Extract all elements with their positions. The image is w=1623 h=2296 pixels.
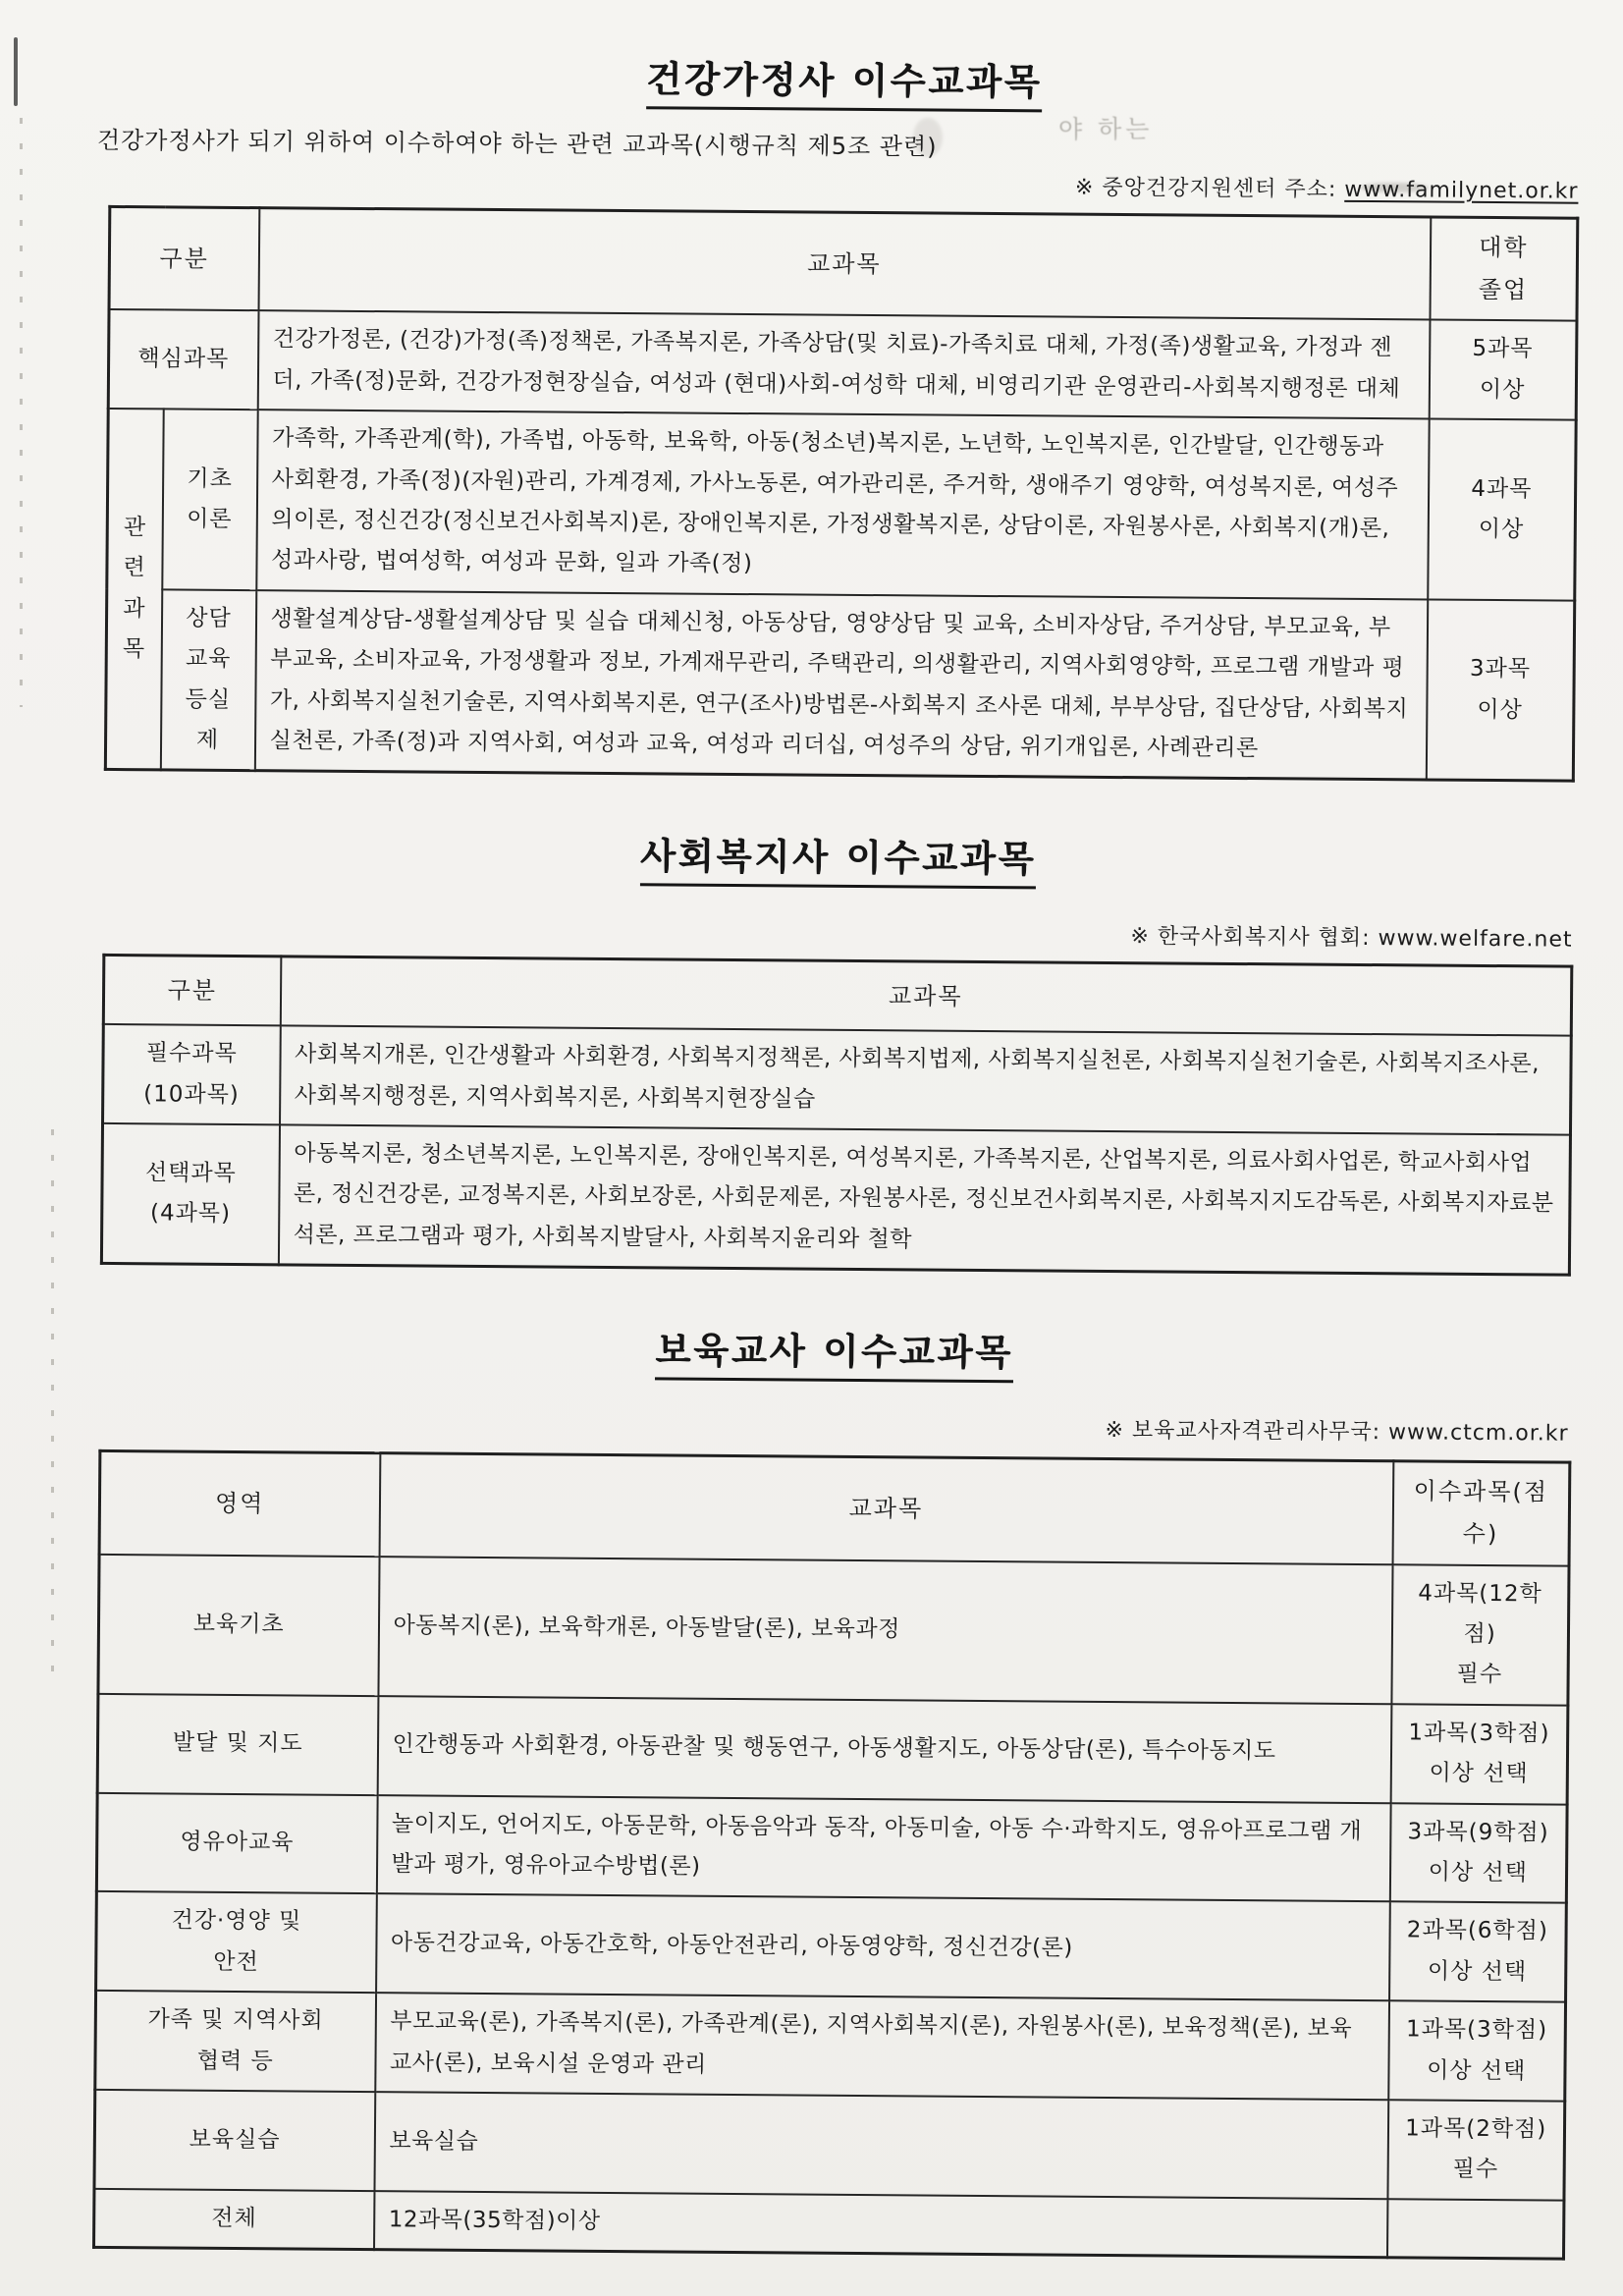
table-row [94,2090,1565,2201]
table-row [108,309,1577,420]
reference-label: ※ 중앙건강지원센터 주소: [1074,175,1337,202]
infant-education-subjects: 놀이지도, 언어지도, 아동문학, 아동음악과 동작, 아동미술, 아동 수·과학지도, 영유아프로그램 개발과 평가, 영유아교수방법(론) [376,1795,1390,1902]
childcare-practicum-subjects: 보육실습 [374,2092,1388,2199]
required-subjects: 사회복지개론, 인간생활과 사회환경, 사회복지정책론, 사회복지법제, 사회복지실천론, 사회복지실천기술론, 사회복지조사론, 사회복지행정론, 지역사회복지론, 사회복지현장실습 [280,1026,1572,1135]
table-header-row [103,956,1572,1036]
health-nutrition-safety-requirement: 2과목(6학점) 이상 선택 [1389,1902,1567,2002]
col-header-gubun: 구분 [103,956,281,1026]
col-header-subject: 교과목 [379,1453,1393,1564]
practice-subjects: 생활설계상담-생활설계상담 및 실습 대체신청, 아동상담, 영양상담 및 교육, 소비자상담, 주거상담, 부모교육, 부부교육, 소비자교육, 가정생활과 정보, 가계재무관리, 주택관리, 의생활관리, 지역사회영양학, 프로그램 개발과 평가, 사회복지실천기술론, 지역사회복지론, 연구(조사)방법론-사회복지 조사론 대체, 부부상담, 집단상담, 사회복지실천론, 가족(정)과 지역사회, 여성과 교육, 여성과 리더십, 여성주의 상담, 위기개입론, 사례관리론 [254,590,1427,780]
reference-line-ctcm: ※ 보육교사자격관리사무국: www.ctcm.or.kr [1105,1418,1569,1447]
table-row [94,2189,1564,2260]
reference-line-familynet [108,163,1578,205]
area-childcare-practicum: 보육실습 [94,2090,375,2191]
development-guidance-subjects: 인간행동과 사회환경, 아동관찰 및 행동연구, 아동생활지도, 아동상담(론), 특수아동지도 [377,1696,1391,1803]
childcare-practicum-requirement: 1과목(2학점) 필수 [1387,2100,1565,2200]
col-header-subject: 교과목 [258,208,1431,320]
childcare-basics-requirement: 4과목(12학점) 필수 [1391,1564,1569,1706]
row-label-required: 필수과목 (10과목) [103,1024,281,1124]
healthy-family-course-table [104,205,1579,783]
childcare-teacher-course-table [92,1449,1571,2261]
section-title-childcare-teacher: 보육교사 이수교과목 [99,1316,1569,1388]
bleed-through-text: 야 하는 [1057,114,1154,144]
total-subjects: 12과목(35학점)이상 [374,2191,1387,2258]
row-label-elective: 선택과목 (4과목) [101,1123,279,1265]
area-family-community: 가족 및 지역사회 협력 등 [95,1991,376,2092]
core-requirement: 5과목 이상 [1429,320,1577,420]
health-nutrition-safety-subjects: 아동건강교육, 아동간호학, 아동안전관리, 아동영양학, 정신건강(론) [376,1893,1390,2000]
area-childcare-basics: 보육기초 [98,1555,379,1696]
social-worker-course-table [100,954,1573,1277]
table-row [98,1555,1569,1706]
area-infant-education: 영유아교육 [96,1792,377,1893]
table-header-row [109,206,1578,321]
section-title-healthy-family: 건강가정사 이수교과목 [109,45,1579,117]
table-row [103,1024,1572,1135]
table-row [96,1891,1567,2002]
development-guidance-requirement: 1과목(3학점) 이상 선택 [1390,1704,1568,1804]
row-label-practice: 상담 교육 등실 제 [160,589,255,771]
family-community-subjects: 부모교육(론), 가족복지(론), 가족관계(론), 지역사회복지(론), 자원봉사(론), 보육정책(론), 보육교사(론), 보육시설 운영과 관리 [375,1993,1389,2100]
childcare-basics-subjects: 아동복지(론), 보육학개론, 아동발달(론), 보육과정 [378,1557,1392,1704]
section-subtitle: 건강가정사가 되기 위하여 이수하여야 하는 관련 교과목(시행규칙 제5조 관련) [96,126,938,161]
table-row [96,1792,1567,1903]
col-header-area: 영역 [99,1451,380,1557]
area-development-guidance: 발달 및 지도 [97,1694,378,1795]
familynet-url: www.familynet.or.kr [1344,177,1579,204]
elective-subjects: 아동복지론, 청소년복지론, 노인복지론, 장애인복지론, 여성복지론, 가족복지론, 산업복지론, 의료사회사업론, 학교사회사업론, 정신건강론, 교정복지론, 사회보장론, 사회문제론, 자원봉사론, 정신보건사회복지론, 사회복지지도감독론, 사회복지자료분석론, 프로그램과 평가, 사회복지발달사, 사회복지윤리와 철학 [278,1124,1570,1275]
basic-theory-requirement: 4과목 이상 [1428,419,1576,601]
area-total: 전체 [94,2189,374,2250]
section-title-social-worker: 사회복지사 이수교과목 [103,822,1573,894]
family-community-requirement: 1과목(3학점) 이상 선택 [1388,2000,1566,2101]
table-header-row [99,1451,1570,1566]
table-row [105,589,1574,782]
infant-education-requirement: 3과목(9학점) 이상 선택 [1389,1803,1567,1903]
table-row [97,1694,1568,1805]
table-row [95,1991,1566,2102]
practice-requirement: 3과목 이상 [1426,599,1574,781]
col-header-subject: 교과목 [280,957,1572,1036]
core-subjects: 건강가정론, (건강)가정(족)정책론, 가족복지론, 가족상담(및 치료)-가족치료 대체, 가정(족)생활교육, 가정과 젠더, 가족(정)문화, 건강가정현장실습, 여성과 (현대)사회-여성학 대체, 비영리기관 운영관리-사회복지행정론 대체 [257,311,1430,419]
table-row [101,1123,1570,1275]
col-header-req: 이수과목(점수) [1392,1461,1570,1565]
col-header-gubun: 구분 [109,206,259,310]
total-requirement [1386,2199,1563,2259]
col-header-grad: 대학 졸업 [1430,217,1578,321]
reference-line-welfare: ※ 한국사회복지사 협회: www.welfare.net [1130,924,1573,953]
table-row [107,409,1576,600]
basic-theory-subjects: 가족학, 가족관계(학), 가족법, 아동학, 보육학, 아동(청소년)복지론, 노년학, 노인복지론, 인간발달, 인간행동과 사회환경, 가족(정)(자원)관리, 가계경제, 가사노동론, 여가관리론, 주거학, 생애주기 영양학, 여성복지론, 여성주의이론, 정신건강(정신보건사회복지)론, 장애인복지론, 가정생활복지론, 상담이론, 자원봉사론, 사회복지(개)론, 성과사랑, 법여성학, 여성과 문화, 일과 가족(정) [256,410,1429,599]
row-label-related: 관련 과목 [105,409,163,770]
row-label-core: 핵심과목 [108,309,258,410]
area-health-nutrition-safety: 건강·영양 및 안전 [96,1891,377,1993]
row-label-basic-theory: 기초 이론 [162,410,257,590]
